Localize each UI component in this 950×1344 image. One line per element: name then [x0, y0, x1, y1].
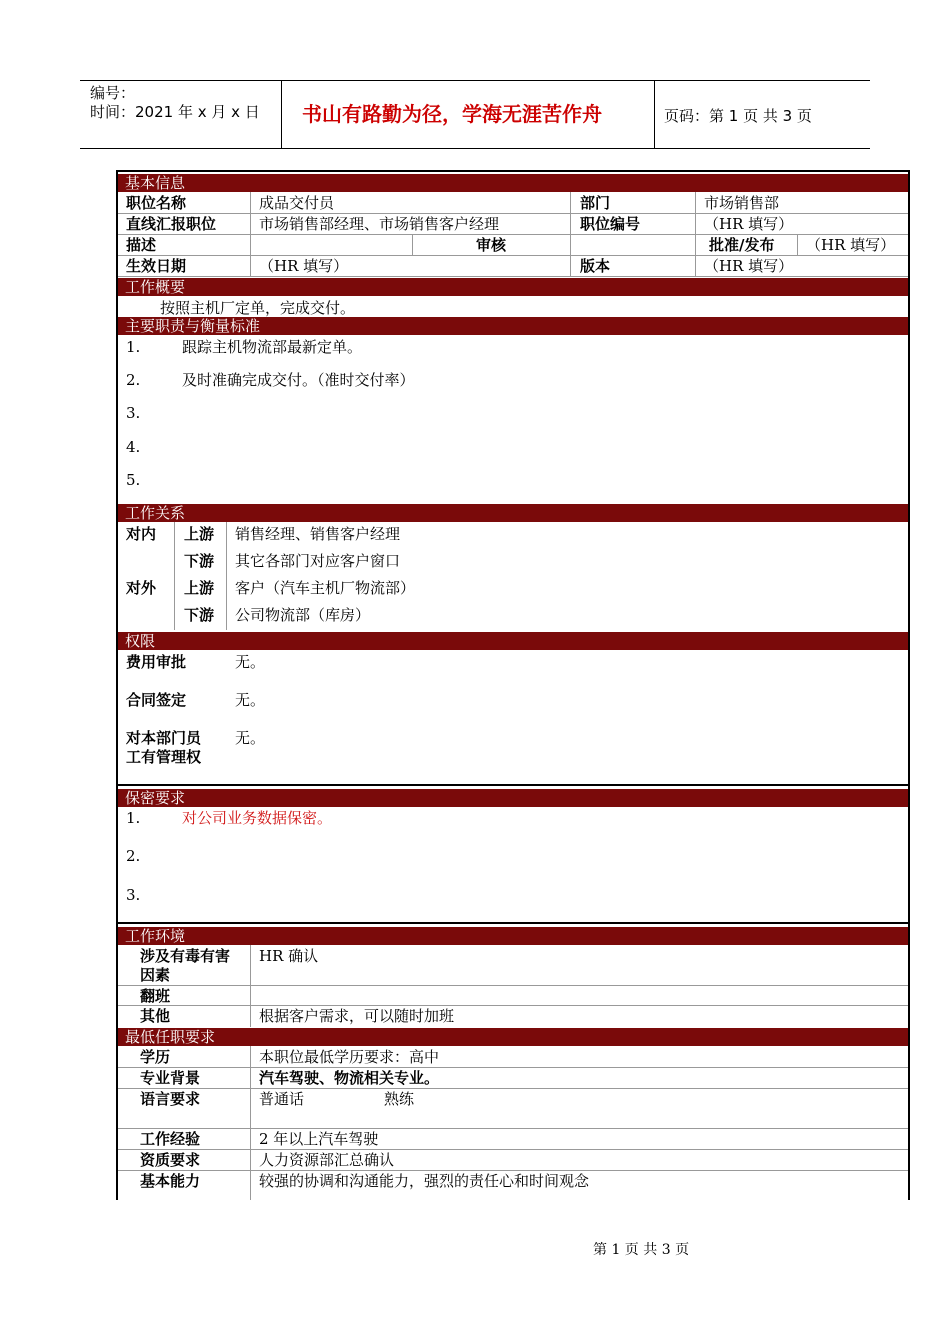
req-major-label: 专业背景	[140, 1069, 201, 1087]
row-line	[118, 1067, 908, 1068]
label-description: 描述	[126, 236, 157, 254]
req-lang-label: 语言要求	[140, 1090, 201, 1108]
req-major-value: 汽车驾驶、物流相关专业。	[259, 1069, 440, 1087]
section-overview: 工作概要	[118, 278, 908, 296]
value-position-name: 成品交付员	[259, 194, 335, 212]
row-line	[118, 1128, 908, 1129]
value-position-code: （HR 填写）	[704, 215, 794, 233]
confidential-num: 1.	[126, 809, 141, 827]
req-qual-label: 资质要求	[140, 1151, 201, 1169]
relation-downstream: 下游	[184, 606, 215, 624]
value-version: （HR 填写）	[704, 257, 794, 275]
section-relations: 工作关系	[118, 504, 908, 522]
section-confidential: 保密要求	[118, 789, 908, 807]
authority-value: 无。	[235, 691, 266, 709]
value-approve: （HR 填写）	[806, 236, 896, 254]
form-bottom-rule-2	[116, 922, 910, 924]
label-dept: 部门	[580, 194, 611, 212]
authority-value: 无。	[235, 653, 266, 671]
label-version: 版本	[580, 257, 611, 275]
footer-page-number: 第 1 页 共 3 页	[593, 1242, 690, 1258]
col-line	[695, 192, 696, 276]
col-line	[250, 1046, 251, 1200]
value-effective-date: （HR 填写）	[259, 257, 349, 275]
overview-text: 按照主机厂定单，完成交付。	[160, 299, 356, 317]
row-line	[118, 1149, 908, 1150]
req-edu-label: 学历	[140, 1048, 171, 1066]
env-hazard-label: 涉及有毒有害	[140, 947, 231, 965]
label-position-code: 职位编号	[580, 215, 641, 233]
relation-internal: 对内	[126, 525, 157, 543]
env-hazard-label-line2: 因素	[140, 966, 171, 984]
confidential-text: 对公司业务数据保密。	[182, 809, 333, 827]
header-top-rule	[80, 80, 870, 81]
label-effective-date: 生效日期	[126, 257, 187, 275]
relation-value: 其它各部门对应客户窗口	[235, 552, 401, 570]
duty-num: 5.	[126, 471, 141, 489]
confidential-num: 3.	[126, 886, 141, 904]
env-hazard-value: HR 确认	[259, 947, 319, 965]
relation-value: 公司物流部（库房）	[235, 606, 371, 624]
relation-external: 对外	[126, 579, 157, 597]
form-bottom-rule	[116, 784, 910, 786]
relation-downstream: 下游	[184, 552, 215, 570]
label-position-name: 职位名称	[126, 194, 187, 212]
req-exp-label: 工作经验	[140, 1130, 201, 1148]
header-page-info: 页码：第 1 页 共 3 页	[664, 107, 812, 125]
relation-upstream: 上游	[184, 525, 215, 543]
col-line	[797, 234, 798, 255]
relation-value: 客户（汽车主机厂物流部）	[235, 579, 416, 597]
duty-text: 跟踪主机物流部最新定单。	[182, 338, 363, 356]
row-line	[118, 1088, 908, 1089]
header-divider-1	[281, 80, 282, 149]
confidential-num: 2.	[126, 847, 141, 865]
value-report: 市场销售部经理、市场销售客户经理	[259, 215, 500, 233]
req-edu-value: 本职位最低学历要求：高中	[259, 1048, 440, 1066]
section-basic-info: 基本信息	[118, 174, 908, 192]
col-line	[570, 192, 571, 276]
header-divider-2	[654, 80, 655, 149]
req-lang-value: 普通话	[259, 1090, 305, 1108]
req-ability-value: 较强的协调和沟通能力，强烈的责任心和时间观念	[259, 1172, 590, 1190]
duty-num: 1.	[126, 338, 141, 356]
authority-label: 费用审批	[126, 653, 187, 671]
label-approve: 批准/发布	[709, 236, 775, 254]
duty-num: 2.	[126, 371, 141, 389]
section-environment: 工作环境	[118, 927, 908, 945]
section-duties: 主要职责与衡量标准	[118, 317, 908, 335]
row-line	[118, 985, 908, 986]
header-motto: 书山有路勤为径，学海无涯苦作舟	[302, 102, 602, 126]
authority-label: 合同签定	[126, 691, 187, 709]
req-exp-value: 2 年以上汽车驾驶	[259, 1130, 379, 1148]
row-line	[118, 1005, 908, 1006]
relation-upstream: 上游	[184, 579, 215, 597]
relation-value: 销售经理、销售客户经理	[235, 525, 401, 543]
value-dept: 市场销售部	[704, 194, 780, 212]
header-bottom-rule	[80, 148, 870, 149]
row-line	[118, 234, 908, 235]
col-line	[226, 522, 227, 630]
section-authority: 权限	[118, 632, 908, 650]
req-qual-value: 人力资源部汇总确认	[259, 1151, 395, 1169]
label-review: 审核	[476, 236, 507, 254]
duty-num: 3.	[126, 404, 141, 422]
authority-label-line2: 工有管理权	[126, 748, 202, 766]
authority-value: 无。	[235, 729, 266, 747]
env-other-label: 其他	[140, 1007, 171, 1025]
authority-label: 对本部门员	[126, 729, 202, 747]
section-requirements: 最低任职要求	[118, 1028, 908, 1046]
col-line	[174, 522, 175, 630]
col-line	[250, 945, 251, 1027]
duty-num: 4.	[126, 438, 141, 456]
env-shift-label: 翻班	[140, 987, 171, 1005]
doc-time: 时间：2021 年 x 月 x 日	[90, 103, 260, 121]
doc-number-label: 编号：	[90, 84, 136, 102]
form-top-rule	[116, 170, 910, 172]
req-ability-label: 基本能力	[140, 1172, 201, 1190]
env-other-value: 根据客户需求，可以随时加班	[259, 1007, 455, 1025]
req-lang-level: 熟练	[384, 1090, 415, 1108]
row-line	[118, 276, 908, 277]
col-line	[250, 192, 251, 276]
duty-text: 及时准确完成交付。（准时交付率）	[182, 371, 415, 389]
label-report: 直线汇报职位	[126, 215, 217, 233]
col-line	[412, 234, 413, 255]
